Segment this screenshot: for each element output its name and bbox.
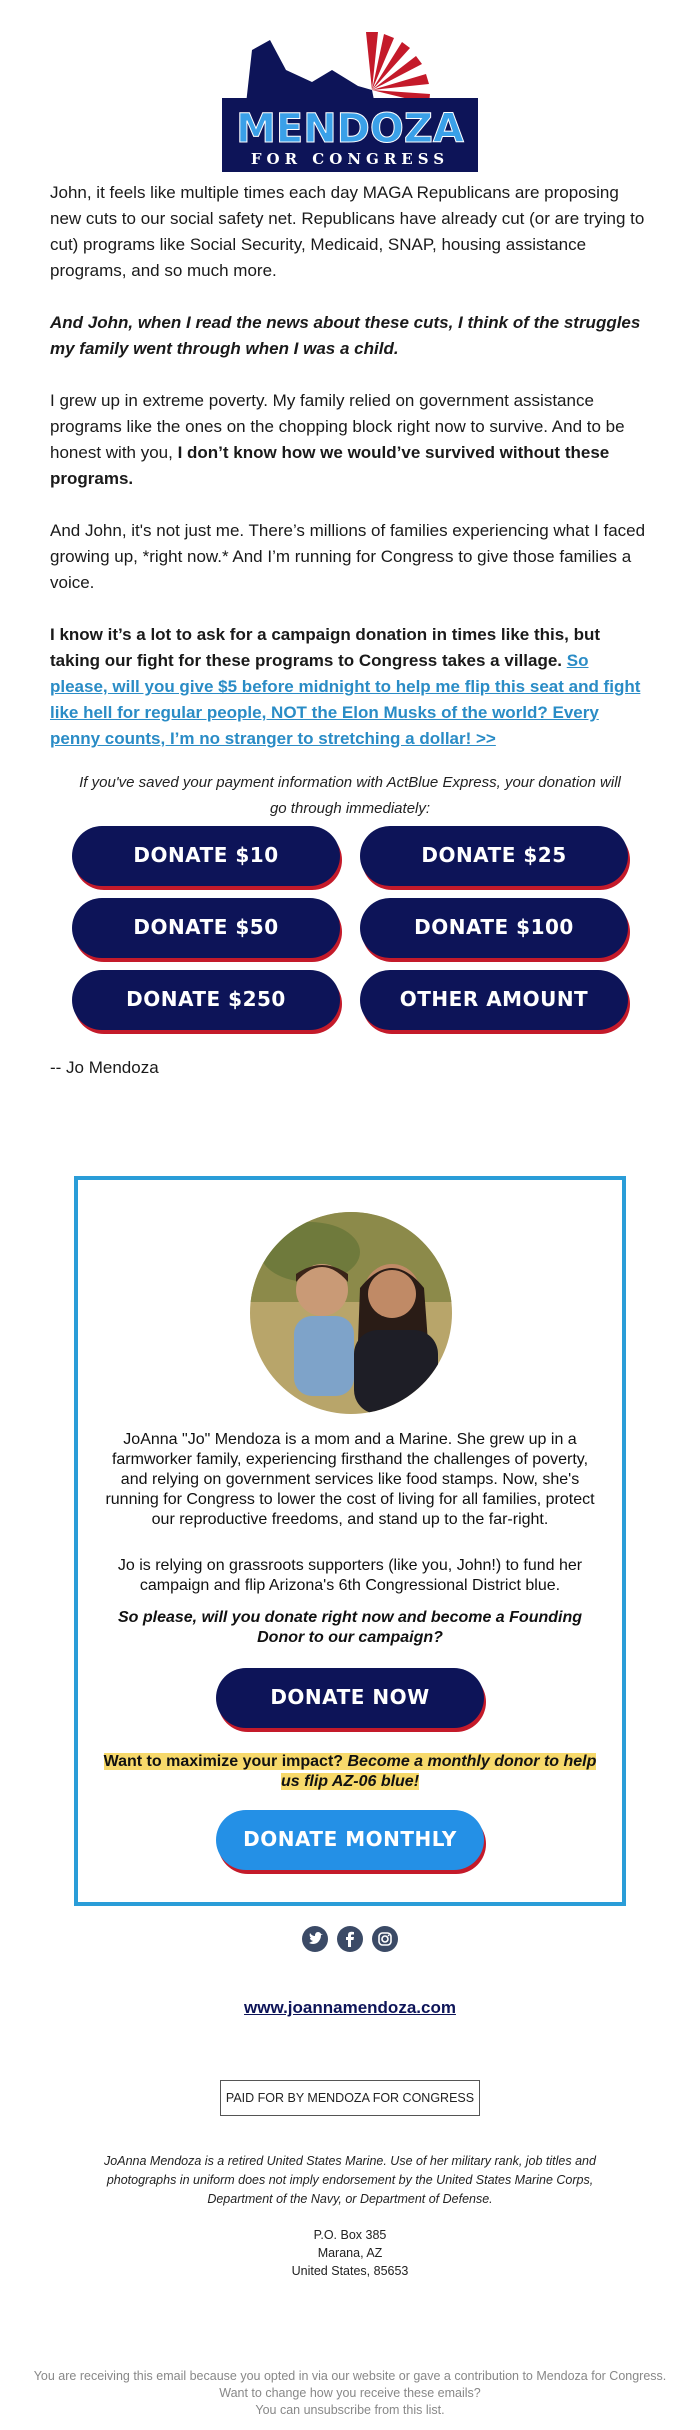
address-line-2: Marana, AZ [317, 2246, 383, 2260]
highlight-text: Want to maximize your impact? [103, 1753, 348, 1770]
families-paragraph: And John, it's not just me. There’s millions of families experiencing what I faced growing up, *right now.* And I’m running for Congress to give those families a voice. [50, 521, 646, 592]
donate-100-button[interactable]: DONATE $100 [360, 898, 628, 958]
donate-now-button[interactable]: DONATE NOW [216, 1668, 484, 1728]
family-paragraph: And John, when I read the news about these cuts, I think of the struggles my family went through when I was a child. [50, 313, 641, 358]
subscription-notice [20, 2368, 680, 2419]
address-line-1: P.O. Box 385 [313, 2228, 387, 2242]
donate-monthly-button[interactable]: DONATE MONTHLY [216, 1810, 484, 1870]
signoff: -- Jo Mendoza [50, 1058, 159, 1077]
highlight-italic-text: Become a monthly donor to help us flip AZ-06 blue! [280, 1753, 597, 1790]
candidate-photo [250, 1212, 452, 1414]
facebook-icon[interactable] [337, 1926, 363, 1952]
ask-paragraph [50, 622, 650, 752]
unsubscribe-notice[interactable]: You can unsubscribe from this list. [255, 2403, 445, 2417]
donate-link[interactable]: So please, will you give $5 before midnight to help me flip this seat and fight like hell for regular people, NOT the Elon Musks of the world? Every penny counts, I’m no stranger to stretching a dollar! >> [50, 651, 641, 748]
actblue-note: If you've saved your payment information with ActBlue Express, your donation will go through immediately: [79, 774, 621, 817]
instagram-icon[interactable] [372, 1926, 398, 1952]
website-link[interactable]: www.joannamendoza.com [244, 1998, 456, 2017]
bio-paragraph: JoAnna "Jo" Mendoza is a mom and a Marine. She grew up in a farmworker family, experiencing firsthand the challenges of poverty, and relying on government services like food stamps. Now, she's running for Congress to lower the cost of living for all families, protect our reproductive freedoms, and stand up to the far-right. [105, 1431, 595, 1528]
intro-paragraph: John, it feels like multiple times each day MAGA Republicans are proposing new cuts to our social safety net. Republicans have already cut (or are trying to cut) programs like Social Security, Medicaid, SNAP, housing assistance programs, and so much more. [50, 183, 645, 280]
logo-name: MENDOZA [236, 106, 464, 152]
donate-250-button[interactable]: DONATE $250 [72, 970, 340, 1030]
logo-tagline: FOR CONGRESS [250, 150, 450, 168]
other-amount-button[interactable]: OTHER AMOUNT [360, 970, 628, 1030]
grassroots-paragraph: Jo is relying on grassroots supporters (like you, John!) to fund her campaign and flip Arizona's 6th Congressional District blue. [117, 1557, 583, 1594]
donate-50-button[interactable]: DONATE $50 [72, 898, 340, 958]
ask-text: I know it’s a lot to ask for a campaign donation in times like this, but taking our fight for these programs to Congress takes a village. [50, 625, 601, 670]
monthly-highlight [100, 1752, 600, 1792]
poverty-text: I grew up in extreme poverty. My family relied on government assistance programs like the ones on the chopping block right now to survive. And to be honest with you, [50, 391, 625, 462]
poverty-bold-text: I don’t know how we would’ve survived without these programs. [50, 443, 610, 488]
poverty-paragraph [50, 388, 650, 492]
address-line-3: United States, 85653 [291, 2264, 409, 2278]
optin-notice: You are receiving this email because you opted in via our website or gave a contribution to Mendoza for Congress. Want to change how you receive these emails? [33, 2369, 667, 2400]
donate-25-button[interactable]: DONATE $25 [360, 826, 628, 886]
military-disclaimer: JoAnna Mendoza is a retired United States Marine. Use of her military rank, job titles and photographs in uniform does not imply endorsement by the United States Marine Corps, Department of the Navy, or Department of Defense. [104, 2154, 596, 2206]
mendoza-logo [222, 30, 478, 172]
paid-for-box: PAID FOR BY MENDOZA FOR CONGRESS [220, 2080, 480, 2116]
founding-donor-ask: So please, will you donate right now and become a Founding Donor to our campaign? [117, 1609, 583, 1646]
donate-10-button[interactable]: DONATE $10 [72, 826, 340, 886]
mailing-address [0, 2226, 700, 2280]
twitter-icon[interactable] [302, 1926, 328, 1952]
